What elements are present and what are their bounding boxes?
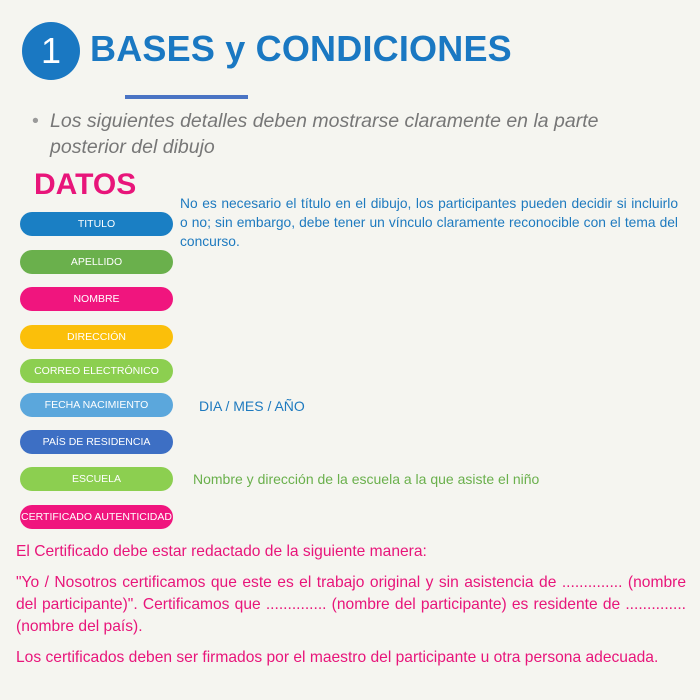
escuela-note: Nombre y dirección de la escuela a la que asiste el niño <box>193 471 540 487</box>
field-pill-certificado: CERTIFICADO AUTENTICIDAD <box>20 505 173 529</box>
certificate-intro: El Certificado debe estar redactado de la siguiente manera: <box>16 543 427 560</box>
field-pill-fecha-nacimiento: FECHA NACIMIENTO <box>20 393 173 417</box>
field-pill-pais: PAÍS DE RESIDENCIA <box>20 430 173 454</box>
field-pill-direccion: DIRECCIÓN <box>20 325 173 349</box>
field-pill-nombre: NOMBRE <box>20 287 173 311</box>
title-underline <box>125 95 248 99</box>
bullet-dot-icon: • <box>32 110 39 132</box>
field-pill-escuela: ESCUELA <box>20 467 173 491</box>
field-pill-correo: CORREO ELECTRÓNICO <box>20 359 173 383</box>
section-number: 1 <box>40 30 62 71</box>
field-pill-apellido: APELLIDO <box>20 250 173 274</box>
intro-bullet-text: Los siguientes detalles deben mostrarse claramente en la parte posterior del dibujo <box>50 110 599 158</box>
section-number-badge <box>22 22 80 80</box>
titulo-note: No es necesario el título en el dibujo, los participantes pueden decidir si incluirlo o no; sin embargo, debe tener un vínculo claramente reconocible con el tema del concurso. <box>180 196 678 249</box>
fecha-note: DIA / MES / AÑO <box>199 398 305 414</box>
page-title: BASES y CONDICIONES <box>90 28 512 69</box>
certificate-text: "Yo / Nosotros certificamos que este es el trabajo original y sin asistencia de .............. (nombre del participante)". Certificamos que .............. (nombre del participante) es residente de .............. (nombre del país). <box>16 574 686 635</box>
field-pill-titulo: TITULO <box>20 212 173 236</box>
datos-heading: DATOS <box>34 168 137 201</box>
intro-bullet <box>28 108 668 160</box>
certificate-signature-note: Los certificados deben ser firmados por el maestro del participante u otra persona adecuada. <box>16 649 659 666</box>
